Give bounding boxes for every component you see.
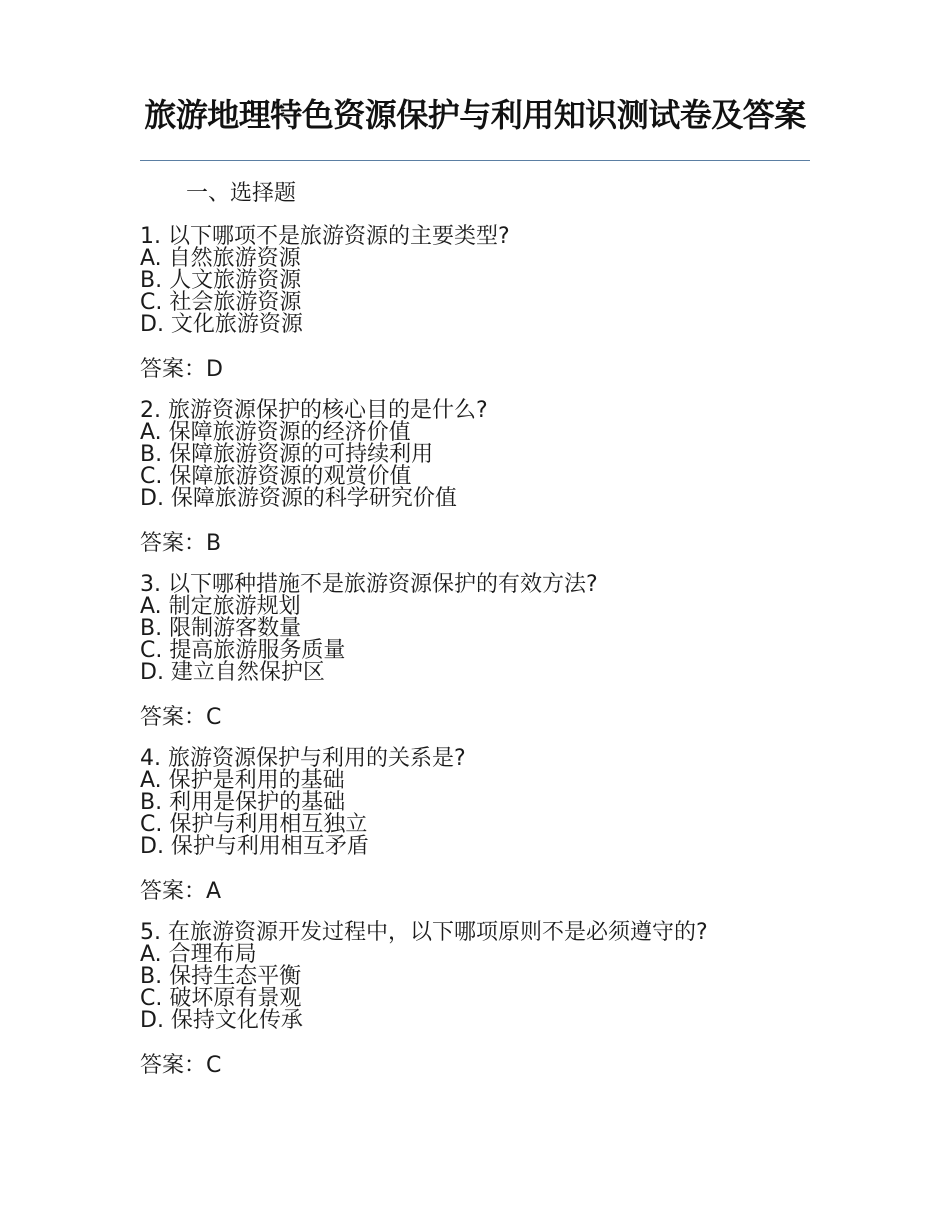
- option-d: D. 建立自然保护区: [140, 660, 325, 685]
- answer: 答案：C: [140, 1053, 222, 1078]
- question-3: [140, 574, 820, 748]
- answer: 答案：B: [140, 531, 222, 556]
- question-2: [140, 400, 820, 574]
- option-c: C. 社会旅游资源: [140, 290, 302, 315]
- option-a: A. 保护是利用的基础: [140, 768, 345, 793]
- question-text: 3. 以下哪种措施不是旅游资源保护的有效方法?: [140, 572, 598, 597]
- answer: 答案：D: [140, 357, 223, 382]
- option-a: A. 保障旅游资源的经济价值: [140, 420, 411, 445]
- document-title: 旅游地理特色资源保护与利用知识测试卷及答案: [144, 96, 806, 134]
- option-c: C. 保障旅游资源的观赏价值: [140, 464, 412, 489]
- option-b: B. 保障旅游资源的可持续利用: [140, 442, 434, 467]
- answer: 答案：A: [140, 879, 222, 904]
- option-d: D. 文化旅游资源: [140, 312, 303, 337]
- option-b: B. 利用是保护的基础: [140, 790, 346, 815]
- question-text: 1. 以下哪项不是旅游资源的主要类型?: [140, 224, 510, 249]
- question-text: 5. 在旅游资源开发过程中，以下哪项原则不是必须遵守的?: [140, 920, 708, 945]
- option-a: A. 合理布局: [140, 942, 257, 967]
- option-c: C. 保护与利用相互独立: [140, 812, 368, 837]
- option-d: D. 保持文化传承: [140, 1008, 303, 1033]
- section-heading: 一、选择题: [186, 181, 297, 206]
- answer: 答案：C: [140, 705, 222, 730]
- option-d: D. 保护与利用相互矛盾: [140, 834, 369, 859]
- option-c: C. 破坏原有景观: [140, 986, 302, 1011]
- question-5: [140, 922, 820, 1096]
- question-list: [140, 226, 820, 1096]
- option-b: B. 保持生态平衡: [140, 964, 302, 989]
- question-1: [140, 226, 820, 400]
- question-text: 4. 旅游资源保护与利用的关系是?: [140, 746, 466, 771]
- question-text: 2. 旅游资源保护的核心目的是什么?: [140, 398, 488, 423]
- option-a: A. 制定旅游规划: [140, 594, 301, 619]
- option-a: A. 自然旅游资源: [140, 246, 301, 271]
- option-b: B. 人文旅游资源: [140, 268, 302, 293]
- option-b: B. 限制游客数量: [140, 616, 302, 641]
- option-d: D. 保障旅游资源的科学研究价值: [140, 486, 457, 511]
- question-4: [140, 748, 820, 922]
- option-c: C. 提高旅游服务质量: [140, 638, 346, 663]
- title-underline: [140, 160, 810, 161]
